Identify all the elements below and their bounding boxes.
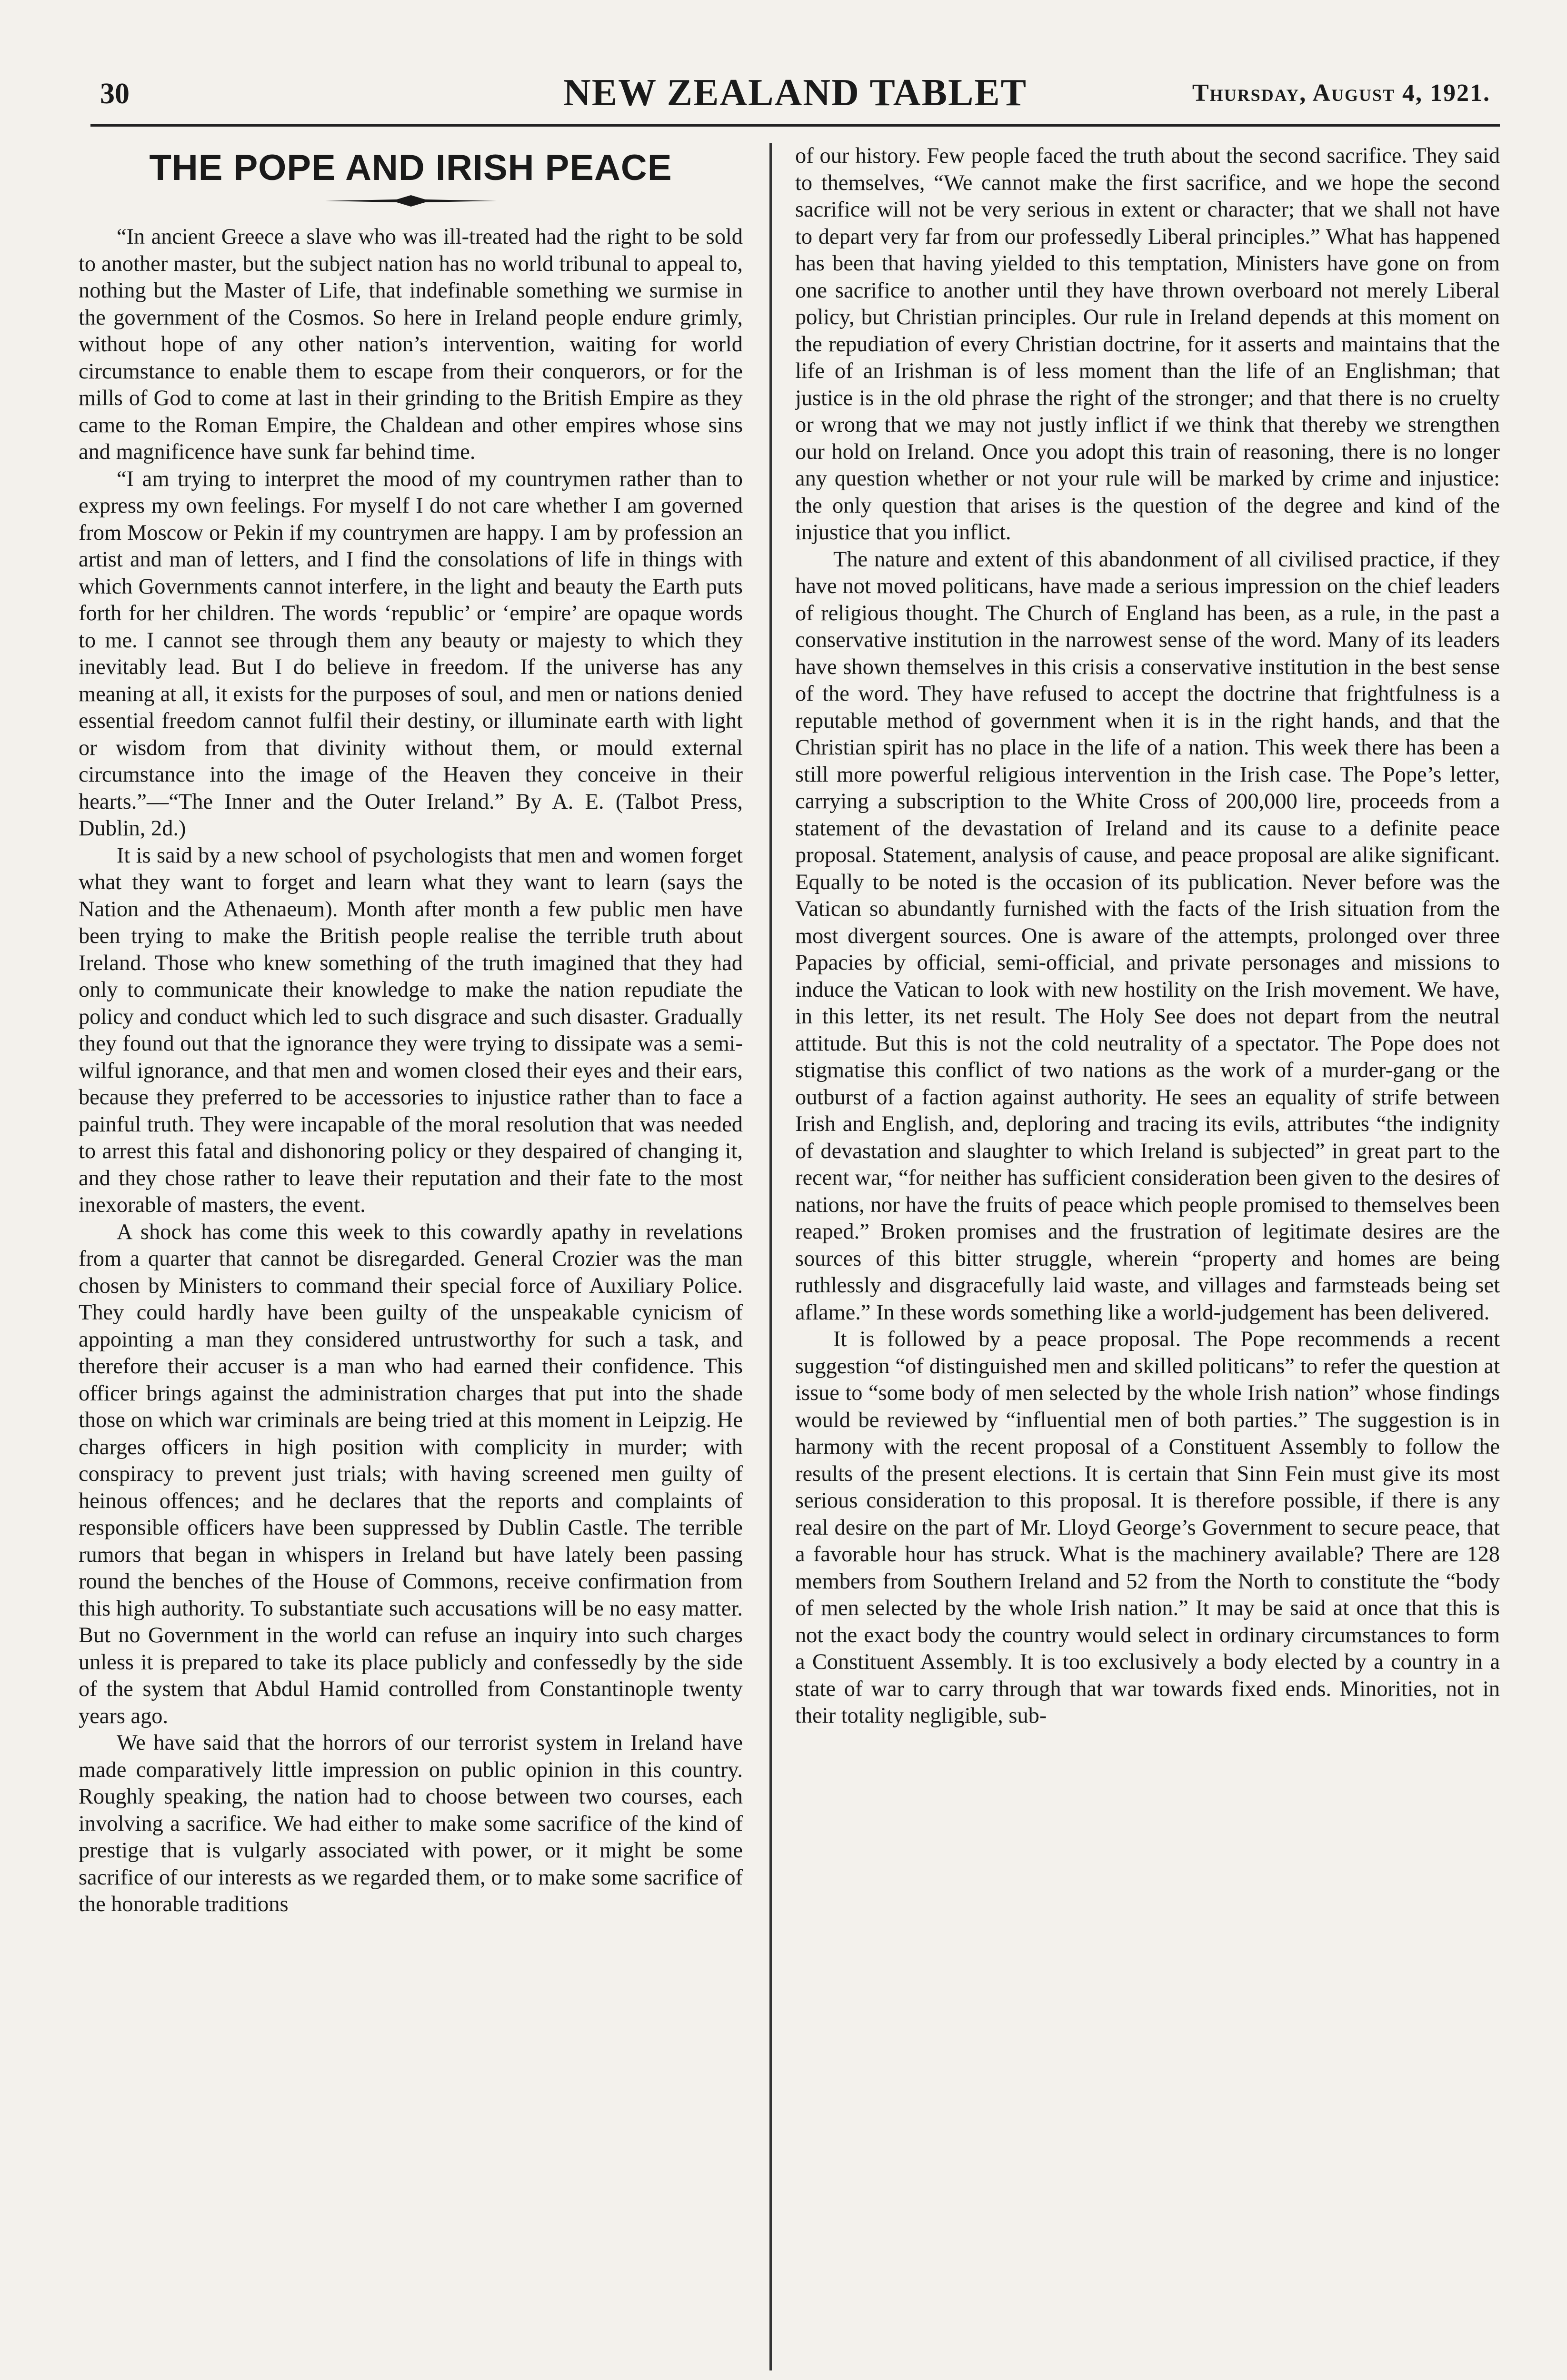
- title-ornament-rule: [325, 194, 497, 208]
- article-title: THE POPE AND IRISH PEACE: [149, 148, 672, 188]
- column-divider: [769, 143, 772, 2370]
- masthead: [90, 71, 1500, 127]
- article-left-column: [79, 143, 743, 2363]
- article-right-column: [795, 143, 1500, 2363]
- page-number: 30: [100, 78, 130, 110]
- paragraph-psychologists: It is said by a new school of psychologists that men and women forget what they want to forget and learn what they want to learn (says the Nation and the Athenaeum). Month after month a few public men have been trying to make the British people realise the terrible truth about Ireland. Those who knew something of the truth imagined that they had only to communicate their knowledge to make the nation repudiate the policy and conduct which led to such disgrace and such disaster. Gradually they found out that the ignorance they were trying to dissipate was a semi-wilful ignorance, and that men and women closed their eyes and their ears, because they preferred to be accessories to injustice rather than to face a painful truth. They were incapable of the moral resolution that was needed to arrest this fatal and dishonoring policy or they despaired of changing it, and they chose rather to leave their reputation and their fate to the most inexorable of masters, the event.: [79, 843, 743, 1217]
- paragraph-religious-thought: The nature and extent of this abandonment of all civilised practice, if they have not moved politicans, have made a serious impression on the chief leaders of religious thought. The Church of England has been, as a rule, in the past a conservative institution in the narrowest sense of the word. Many of its leaders have shown themselves in this crisis a conservative institution in the best sense of the word. They have refused to accept the doctrine that frightfulness is a reputable method of government when it is in the right hands, and that the Christian spirit has no place in the life of a nation. This week there has been a still more powerful religious intervention in the Irish case. The Pope’s letter, carrying a subscription to the White Cross of 200,000 lire, proceeds from a statement of the devastation of Ireland and its cause to a definite peace proposal. Statement, analysis of cause, and peace proposal are alike significant. Equally to be noted is the occasion of its publication. Never before was the Vatican so abundantly furnished with the facts of the Irish situation from the most divergent sources. One is aware of the attempts, prolonged over three Papacies by official, semi-official, and private personages and missions to induce the Vatican to look with new hostility on the Irish movement. We have, in this letter, its net result. The Holy See does not depart from the neutral attitude. But this is not the cold neutrality of a spectator. The Pope does not stigmatise this conflict of two nations as the work of a murder-gang or the outburst of a faction against authority. He sees an equality of strife between Irish and English, and, deploring and tracing its evils, attributes “the indignity of devastation and slaughter to which Ireland is subjected” in great part to the recent war, “for neither has sufficient consideration been given to the desires of nations, nor have the fruits of peace which people promised to themselves been reaped.” Broken promises and the frustration of legitimate desires are the sources of this bitter struggle, wherein “property and homes are being ruthlessly and disgracefully laid waste, and villages and farmsteads being set aflame.” In these words something like a world-judgement has been delivered.: [795, 547, 1500, 1325]
- paragraph-ancient-greece: “In ancient Greece a slave who was ill-treated had the right to be sold to another master, but the subject nation has no world tribunal to appeal to, nothing but the Master of Life, that indefinable something we surmise in the government of the Cosmos. So here in Ireland people endure grimly, without hope of any other nation’s intervention, waiting for world circumstance to enable them to escape from their conquerors, or for the mills of God to come at last in their grinding to the British Empire as they came to the Roman Empire, the Chaldean and other empires whose sins and magnificence have sunk far behind time.: [79, 225, 743, 464]
- paper-title: NEW ZEALAND TABLET: [563, 72, 1028, 114]
- issue-date: Thursday, August 4, 1921.: [1192, 79, 1490, 107]
- paragraph-second-sacrifice: of our history. Few people faced the truth about the second sacrifice. They said to themselves, “We cannot make the first sacrifice, and we hope the second sacrifice will not be very serious in extent or character; that we shall not have to depart very far from our professedly Liberal principles.” What has happened has been that having yielded to this temptation, Ministers have gone on from one sacrifice to another until they have thrown overboard not merely Liberal policy, but Christian principles. Our rule in Ireland depends at this moment on the repudiation of every Christian doctrine, for it asserts and maintains that the life of an Irishman is of less moment than the life of an Englishman; that justice is in the old phrase the right of the stronger; and that there is no cruelty or wrong that we may not justly inflict if we think that thereby we strengthen our hold on Ireland. Once you adopt this train of reasoning, there is no longer any question whether or not your rule will be marked by crime and injustice: the only question that arises is the question of the degree and kind of the injustice that you inflict.: [795, 144, 1500, 545]
- paragraph-peace-proposal: It is followed by a peace proposal. The Pope recommends a recent suggestion “of distinguished men and skilled politicans” to refer the question at issue to “some body of men selected by the whole Irish nation” whose findings would be reviewed by “influential men of both parties.” The suggestion is in harmony with the recent proposal of a Constituent Assembly to follow the results of the present elections. It is certain that Sinn Fein must give its most serious consideration to this proposal. It is therefore possible, if there is any real desire on the part of Mr. Lloyd George’s Government to secure peace, that a favorable hour has struck. What is the machinery available? There are 128 members from Southern Ireland and 52 from the North to constitute the “body of men selected by the whole Irish nation.” It may be said at once that this is not the exact body the country would select in ordinary circumstances to form a Constituent Assembly. It is too exclusively a body elected by a country in a state of war to carry through that war towards fixed ends. Minorities, not in their totality negligible, sub-: [795, 1327, 1500, 1728]
- paragraph-terrorist-system: We have said that the horrors of our terrorist system in Ireland have made comparatively little impression on public opinion in this country. Roughly speaking, the nation had to choose between two courses, each involving a sacrifice. We had either to make some sacrifice of the kind of prestige that is vulgarly associated with power, or it might be some sacrifice of our interests as we regarded them, or to make some sacrifice of the honorable traditions: [79, 1731, 743, 1916]
- paragraph-crozier-shock: A shock has come this week to this cowardly apathy in revelations from a quarter that cannot be disregarded. General Crozier was the man chosen by Ministers to command their special force of Auxiliary Police. They could hardly have been guilty of the unspeakable cynicism of appointing a man they considered untrustworthy for such a task, and therefore their accuser is a man who had earned their confidence. This officer brings against the administration charges that put into the shade those on which war criminals are being tried at this moment in Leipzig. He charges officers in high position with complicity in murder; with conspiracy to prevent just trials; with having screened men guilty of heinous offences; and he declares that the reports and complaints of responsible officers have been suppressed by Dublin Castle. The terrible rumors that began in whispers in Ireland but have lately been passing round the benches of the House of Commons, receive confirmation from this high authority. To substantiate such accusations will be no easy matter. But no Government in the world can refuse an inquiry into such charges unless it is prepared to take its place publicly and confessedly by the side of the system that Abdul Hamid controlled from Constantinople twenty years ago.: [79, 1220, 743, 1728]
- paragraph-interpret-mood: “I am trying to interpret the mood of my countrymen rather than to express my own feelings. For myself I do not care whether I am governed from Moscow or Pekin if my countrymen are happy. I am by profession an artist and man of letters, and I find the consolations of life in things with which Governments cannot interfere, in the light and beauty the Earth puts forth for her children. The words ‘republic’ or ‘empire’ are opaque words to me. I cannot see through them any beauty or majesty to which they inevitably lead. But I do believe in freedom. If the universe has any meaning at all, it exists for the purposes of soul, and men or nations denied essential freedom cannot fulfil their destiny, or illuminate earth with light or wisdom from that divinity without them, or mould external circumstance into the image of the Heaven they conceive in their hearts.”—“The Inner and the Outer Ireland.” By A. E. (Talbot Press, Dublin, 2d.): [79, 466, 743, 841]
